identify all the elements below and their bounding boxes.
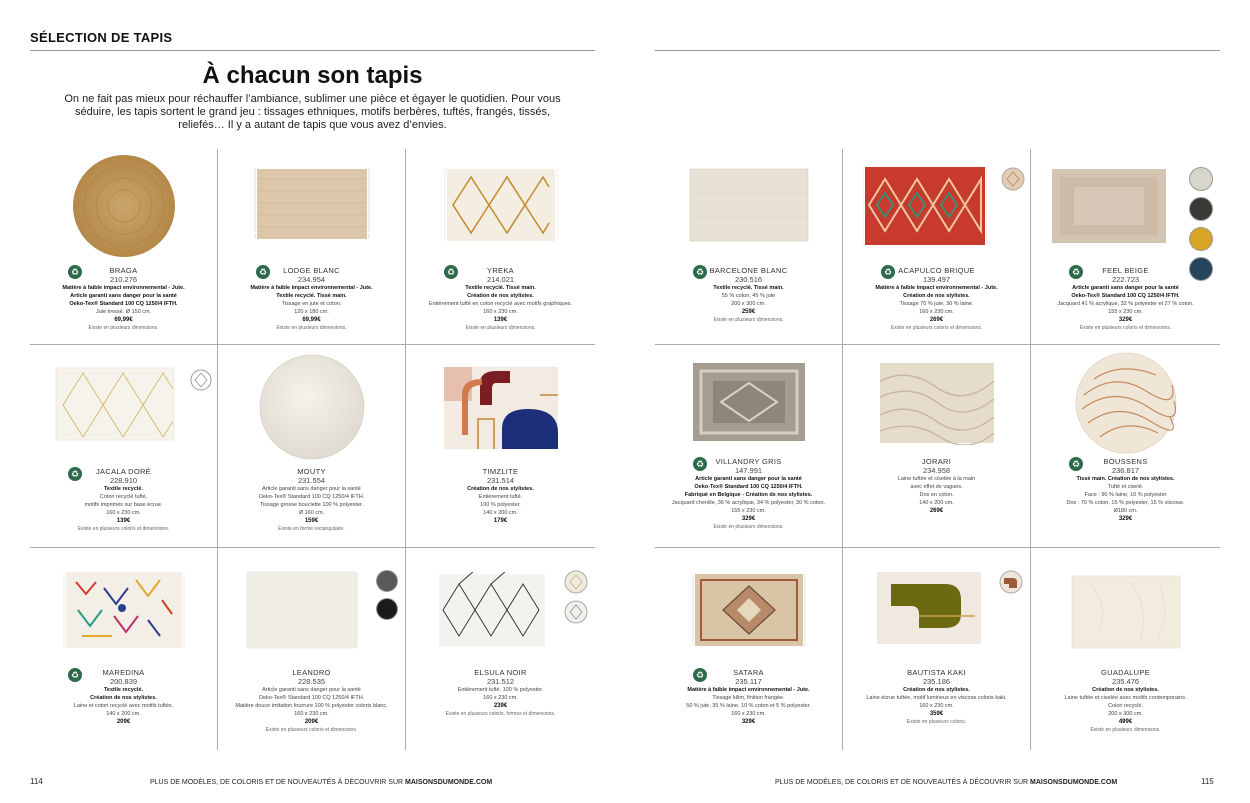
product-note: Existe en plusieurs dimensions. — [1090, 727, 1161, 733]
product-description: Jacquard 41 % acrylique, 32 % polyester et 27 % coton. 155 x 230 cm. — [1057, 301, 1194, 315]
eco-leaf-icon: ♻ — [693, 265, 707, 279]
product-description: Laine écrue tuftée, motif lumineux en viscose coloris kaki. 160 x 230 cm. — [866, 695, 1007, 709]
product-jorari[interactable] — [843, 345, 1031, 548]
braga-rug-image — [72, 154, 176, 258]
product-info — [849, 457, 1024, 515]
product-price: 239€ — [493, 703, 508, 709]
product-name: BARCELONE BLANC — [709, 266, 788, 275]
swatch-ivory[interactable] — [1189, 167, 1213, 191]
product-price: 209€ — [116, 719, 131, 725]
product-jacala-dore[interactable] — [30, 345, 218, 548]
product-ref: 230.516 — [734, 275, 763, 284]
product-note: Existe en plusieurs coloris et dimensions. — [265, 727, 358, 733]
product-info — [849, 266, 1024, 332]
product-name: MOUTY — [297, 467, 326, 476]
product-name: ACAPULCO BRIQUE — [898, 266, 975, 275]
footer — [150, 779, 492, 786]
product-name: FEEL BEIGE — [1102, 266, 1149, 275]
swatch-pattern[interactable] — [190, 369, 212, 391]
product-name: VILLANDRY GRIS — [715, 457, 782, 466]
product-ref: 231.512 — [486, 677, 515, 686]
lodge-blanc-rug-image — [254, 167, 370, 241]
product-price: 179€ — [493, 518, 508, 524]
maredina-rug-image — [62, 570, 186, 650]
jorari-rug-image — [878, 361, 996, 445]
product-highlight: Article garanti sans danger pour la santé Oeko-Tex® Standard 100 CQ 1250/4 IFTH. — [1071, 285, 1180, 299]
product-name: BAUTISTA KAKI — [907, 668, 966, 677]
product-name: YREKA — [487, 266, 514, 275]
product-price: 139€ — [116, 518, 131, 524]
product-description: Laine tuftée et ciselée à la main avec effet de vagues. Dos en coton. 140 x 200 cm. — [897, 476, 976, 506]
product-ref: 236.817 — [1111, 466, 1140, 475]
product-price: 329€ — [741, 516, 756, 522]
product-highlight: Tissé main. Création de nos stylistes. — [1076, 476, 1175, 482]
product-highlight: Création de nos stylistes. — [1092, 687, 1159, 693]
footer-text: PLUS DE MODÈLES, DE COLORIS ET DE NOUVEAUTÉS À DÉCOUVRIR SUR — [150, 779, 406, 786]
product-ref: 234.958 — [922, 466, 951, 475]
product-ref: 228.535 — [297, 677, 326, 686]
bautista-rug-image — [875, 570, 983, 646]
product-description: Laine et coton recyclé avec motifs tuftés. 140 x 200 cm. — [73, 703, 174, 717]
product-price: 499€ — [1118, 719, 1133, 725]
product-info — [412, 668, 589, 718]
product-name: JACALA DORÉ — [96, 467, 151, 476]
right-page — [625, 0, 1250, 803]
product-price: 329€ — [1118, 516, 1133, 522]
product-timzlite[interactable] — [406, 345, 595, 548]
product-name: LEANDRO — [292, 668, 331, 677]
leandro-rug-image — [245, 570, 359, 650]
product-grid-right — [655, 149, 1220, 750]
eco-leaf-icon: ♻ — [256, 265, 270, 279]
product-name: MAREDINA — [102, 668, 145, 677]
product-highlight: Article garanti sans danger pour la santé Oeko-Tex® Standard 100 CQ 1250/4 IFTH. Fabriqué en Belgique - Création de nos stylistes. — [684, 476, 813, 498]
footer-site-link[interactable]: MAISONSDUMONDE.COM — [405, 779, 493, 786]
product-note: Existe en plusieurs coloris. — [906, 719, 967, 725]
product-ref: 234.954 — [297, 275, 326, 284]
product-highlight: Matière à faible impact environnemental - Jute. — [687, 687, 810, 693]
top-rule — [30, 50, 595, 51]
product-ref: 200.839 — [109, 677, 138, 686]
product-info — [412, 467, 589, 525]
product-info — [1037, 668, 1214, 734]
product-price: 329€ — [1118, 317, 1133, 323]
color-swatches — [1189, 167, 1213, 281]
product-guadalupe[interactable] — [1031, 548, 1220, 750]
product-ref: 235.476 — [1111, 677, 1140, 686]
product-info — [1037, 266, 1214, 332]
product-description: Tissage en jute et coton. 120 x 180 cm. — [281, 301, 342, 315]
eco-leaf-icon: ♻ — [444, 265, 458, 279]
guadalupe-rug-image — [1070, 574, 1182, 650]
product-leandro[interactable] — [218, 548, 406, 750]
product-description: Laine tuftée et ciselée avec motifs contemporains. Colon recyclé. 200 x 300 cm. — [1064, 695, 1187, 717]
product-ref: 210.276 — [109, 275, 138, 284]
yreka-rug-image — [443, 167, 559, 243]
eco-leaf-icon: ♻ — [68, 265, 82, 279]
elsula-rug-image — [437, 572, 547, 648]
product-info — [36, 467, 211, 533]
product-info — [36, 668, 211, 726]
product-satara[interactable] — [655, 548, 843, 750]
product-highlight: Création de nos stylistes. — [467, 486, 534, 492]
product-name: JORARI — [921, 457, 952, 466]
swatch-grey[interactable] — [376, 570, 398, 592]
product-highlight: Matière à faible impact environnemental - Jute. Article garanti sans danger pour la santé Oeko-Tex® Standard 100 CQ 1250/4 IFTH. — [62, 285, 185, 307]
product-highlight: Matière à faible impact environnemental - Jute. Création de nos stylistes. — [875, 285, 998, 299]
product-highlight: Textile recyclé. Tissé main. — [713, 285, 784, 291]
color-swatches — [190, 369, 212, 391]
product-description: Article garanti sans danger pour la santé Oeko-Tex® Standard 100 CQ 1250/4 IFTH. Tissage grosse bouclette 100 % polyester. Ø 160 cm. — [258, 486, 365, 516]
product-info — [849, 668, 1024, 726]
product-description: Coton recyclé tufté, motifs imprimés sur base écrue. 160 x 230 cm. — [84, 494, 163, 516]
product-name: LODGE BLANC — [283, 266, 340, 275]
product-braga[interactable] — [30, 149, 218, 345]
product-highlight: Textile recyclé. Tissé main. Création de nos stylistes. — [465, 285, 536, 299]
product-price: 329€ — [741, 719, 756, 725]
product-note: Existe en plusieurs dimensions. — [713, 524, 784, 530]
product-note: Existe en plusieurs dimensions. — [276, 325, 347, 331]
product-price: 359€ — [929, 711, 944, 717]
footer-text: PLUS DE MODÈLES, DE COLORIS ET DE NOUVEAUTÉS À DÉCOUVRIR SUR — [775, 779, 1031, 786]
swatch-anthracite[interactable] — [1189, 197, 1213, 221]
product-description: Tufté et ciselé. Face : 90 % laine, 10 % polyester Dos : 70 % coton, 15 % polyester, 15 % viscose. Ø180 cm. — [1066, 484, 1185, 514]
product-ref: 214.021 — [486, 275, 515, 284]
product-name: BOUSSENS — [1103, 457, 1148, 466]
product-highlight: Textile recyclé. Création de nos stylistes. — [90, 687, 157, 701]
jacala-rug-image — [53, 365, 177, 443]
product-info — [661, 668, 836, 726]
product-boussens[interactable] — [1031, 345, 1220, 548]
product-description: Tissage 70 % jute, 30 % laine. 160 x 230 cm. — [899, 301, 974, 315]
top-rule — [655, 50, 1220, 51]
product-description: 55 % coton, 45 % jute 200 x 300 cm. — [721, 293, 776, 307]
feel-beige-rug-image — [1050, 167, 1168, 245]
product-highlight: Textile recyclé. — [103, 486, 144, 492]
product-price: 259€ — [741, 309, 756, 315]
swatch-mustard[interactable] — [1189, 227, 1213, 251]
product-info — [36, 266, 211, 332]
product-price: 269€ — [929, 317, 944, 323]
product-description: Article garanti sans danger pour la santé Oeko-Tex® Standard 100 CQ 1250/4 IFTH. Matière douce imitation fourrure 100 % polyester coloris blanc. 160 x 230 cm. — [235, 687, 388, 717]
product-note: Existe en forme rectangulaire. — [278, 526, 345, 532]
product-mouty[interactable] — [218, 345, 406, 548]
product-price: 69,99€ — [114, 317, 133, 323]
product-name: TIMZLITE — [482, 467, 519, 476]
mouty-rug-image — [258, 353, 366, 461]
page-number: 115 — [1201, 777, 1214, 786]
product-info — [661, 266, 836, 324]
product-note: Existe en plusieurs coloris et dimensions. — [77, 526, 170, 532]
product-barcelone-blanc[interactable] — [655, 149, 843, 345]
swatch-black[interactable] — [376, 598, 398, 620]
swatch-pattern-beige[interactable] — [564, 570, 588, 594]
product-lodge-blanc[interactable] — [218, 149, 406, 345]
product-ref: 231.514 — [486, 476, 515, 485]
product-info — [1037, 457, 1214, 523]
product-price: 69,99€ — [302, 317, 321, 323]
product-ref: 139.497 — [922, 275, 951, 284]
product-acapulco-brique[interactable] — [843, 149, 1031, 345]
product-note: Existe en plusieurs coloris, formes et dimensions. — [445, 711, 556, 717]
product-info — [661, 457, 836, 531]
boussens-rug-image — [1074, 351, 1178, 455]
product-note: Existe en plusieurs dimensions. — [713, 317, 784, 323]
color-swatches — [999, 570, 1023, 594]
page-number: 114 — [30, 777, 43, 786]
eco-leaf-icon: ♻ — [1069, 457, 1083, 471]
timzlite-rug-image — [442, 365, 560, 451]
headline: À chacun son tapis — [202, 62, 423, 89]
eco-leaf-icon: ♻ — [693, 457, 707, 471]
product-ref: 235.117 — [735, 677, 762, 686]
product-description: Entièrement tufté en coton recyclé avec motifs graphiques. 160 x 230 cm. — [428, 301, 573, 315]
product-note: Existe en plusieurs dimensions. — [465, 325, 536, 331]
product-ref: 235.186 — [922, 677, 951, 686]
product-info — [224, 668, 399, 734]
eco-leaf-icon: ♻ — [68, 467, 82, 481]
barcelone-rug-image — [688, 167, 810, 243]
product-name: GUADALUPE — [1101, 668, 1150, 677]
eco-leaf-icon: ♻ — [68, 668, 82, 682]
product-note: Existe en plusieurs coloris et dimensions. — [1079, 325, 1172, 331]
product-price: 139€ — [493, 317, 508, 323]
footer-site-link[interactable]: MAISONSDUMONDE.COM — [1030, 779, 1118, 786]
product-info — [412, 266, 589, 332]
product-elsula-noir[interactable] — [406, 548, 595, 750]
product-ref: 228.910 — [109, 476, 138, 485]
product-name: ELSULA NOIR — [474, 668, 527, 677]
product-feel-beige[interactable] — [1031, 149, 1220, 345]
product-highlight: Matière à faible impact environnemental - Jute. Textile recyclé. Tissé main. — [250, 285, 373, 299]
swatch-terracotta[interactable] — [999, 570, 1023, 594]
villandry-rug-image — [691, 361, 807, 443]
product-note: Existe en plusieurs dimensions. — [88, 325, 159, 331]
intro-text: On ne fait pas mieux pour réchauffer l’ambiance, sublimer une pièce et égayer le quotidien. Pour vous séduire, les tapis sortent le grand jeu : tissages ethniques, motifs berbères, tuftés, frangés, tissés, reliefés… Il y a autant de tapis que vous avez d’envies. — [64, 93, 561, 131]
product-price: 209€ — [304, 719, 319, 725]
color-swatches — [376, 570, 398, 620]
product-info — [224, 266, 399, 332]
eco-leaf-icon: ♻ — [881, 265, 895, 279]
color-swatches — [1001, 167, 1025, 191]
swatch-beige-pattern[interactable] — [1001, 167, 1025, 191]
product-description: Tissage kilim, finition frangée. 50 % jute, 35 % laine, 10 % coton et 5 % polyester. 160 x 230 cm. — [686, 695, 811, 717]
product-description: Jacquard chenille, 36 % acrylique, 34 % polyester, 30 % coton. 155 x 230 cm. — [671, 500, 826, 514]
product-info — [224, 467, 399, 533]
section-title: SÉLECTION DE TAPIS — [30, 30, 173, 45]
product-price: 159€ — [304, 518, 319, 524]
product-note: Existe en plusieurs coloris et dimensions. — [890, 325, 983, 331]
product-ref: 222.723 — [1111, 275, 1140, 284]
product-description: Entièrement tufté. 100 % polyester. 160 x 230 cm. — [457, 687, 544, 701]
color-swatches — [564, 570, 588, 624]
product-highlight: Création de nos stylistes. — [903, 687, 970, 693]
product-maredina[interactable] — [30, 548, 218, 750]
product-price: 269€ — [929, 508, 944, 514]
footer — [775, 779, 1117, 786]
product-bautista-kaki[interactable] — [843, 548, 1031, 750]
product-villandry-gris[interactable] — [655, 345, 843, 548]
acapulco-rug-image — [863, 165, 987, 247]
product-name: SATARA — [733, 668, 764, 677]
product-description: Jute tressé. Ø 150 cm. — [95, 309, 152, 315]
product-ref: 147.991 — [734, 466, 763, 475]
swatch-pattern-grey[interactable] — [564, 600, 588, 624]
product-ref: 231.554 — [297, 476, 326, 485]
satara-rug-image — [691, 572, 807, 648]
product-grid-left — [30, 149, 595, 750]
product-yreka[interactable] — [406, 149, 595, 345]
eco-leaf-icon: ♻ — [1069, 265, 1083, 279]
product-name: BRAGA — [109, 266, 138, 275]
product-description: Entièrement tufté. 100 % polyester. 140 x 200 cm. — [478, 494, 523, 516]
eco-leaf-icon: ♻ — [693, 668, 707, 682]
